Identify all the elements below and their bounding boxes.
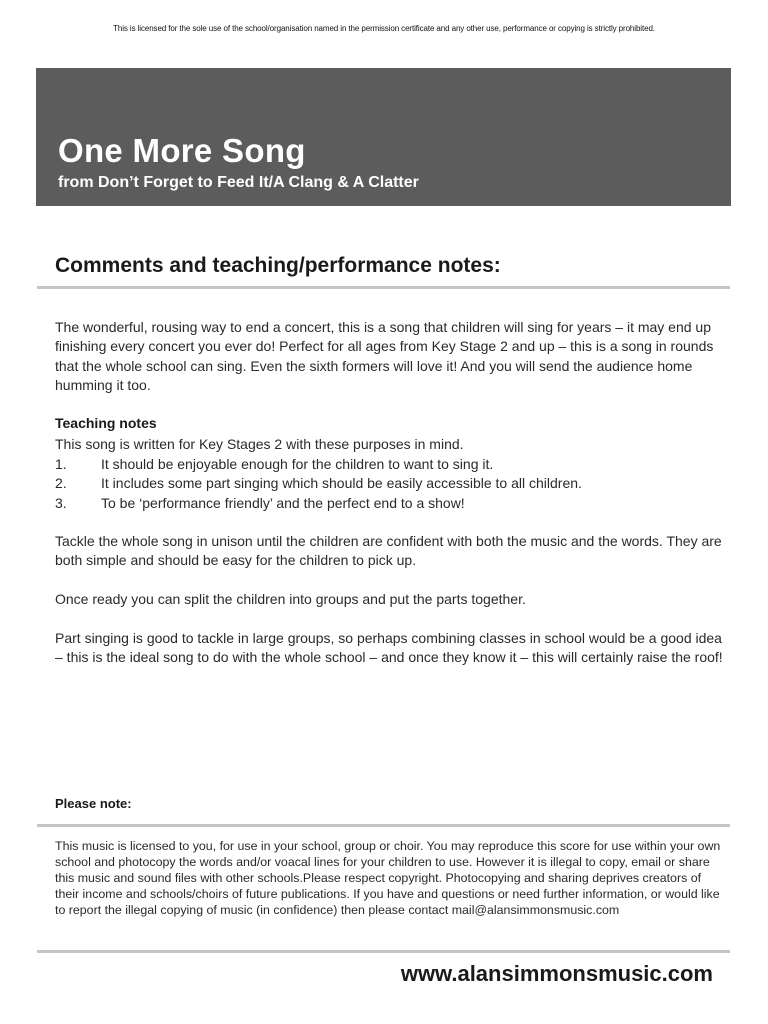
please-note-heading: Please note:: [55, 796, 132, 811]
paragraph-unison: Tackle the whole song in unison until the children are confident with both the music and the words. They are both simple and should be easy for the children to pick up.: [55, 533, 722, 569]
divider: [37, 824, 730, 827]
list-item: [55, 455, 725, 474]
teaching-notes-lead: This song is written for Key Stages 2 with these purposes in mind.: [55, 436, 464, 452]
website-link[interactable]: www.alansimmonsmusic.com: [400, 961, 713, 986]
list-item-text: To be ‘performance friendly’ and the perfect end to a show!: [101, 494, 465, 511]
intro-paragraph: The wonderful, rousing way to end a concert, this is a song that children will sing for years – it may end up finishing every concert you ever do! Perfect for all ages from Key Stage 2 and up – this is a song in rounds that the whole school can sing. Even the sixth formers will love it! And you will send the audience home humming it too.: [55, 319, 714, 393]
list-item-number: 2.: [55, 475, 67, 492]
list-item-text: It includes some part singing which should be easily accessible to all children.: [101, 475, 582, 492]
song-title: One More Song: [58, 132, 306, 169]
teaching-notes-heading: Teaching notes: [55, 415, 157, 431]
list-item-number: 3.: [55, 494, 67, 511]
paragraph-groups: Once ready you can split the children into groups and put the parts together.: [55, 591, 526, 607]
title-banner: [36, 68, 731, 206]
section-heading: Comments and teaching/performance notes:: [55, 254, 501, 277]
license-notice: This is licensed for the sole use of the school/organisation named in the permission certificate and any other use, performance or copying is strictly prohibited.: [113, 24, 655, 33]
list-item: [55, 474, 725, 493]
license-text: This music is licensed to you, for use in your school, group or choir. You may reproduce this score for use within your own school and photocopy the words and/or voacal lines for your children to use. However it is illegal to copy, email or share this music and sound files with other schools.Please respect copyright. Photocopying and sharing deprives creators of their income and schools/choirs of future publications. If you have and questions or need further information, or would like to report the illegal copying of music (in confidence) then please contact mail@alansimmonsmusic.com: [55, 839, 721, 917]
divider: [37, 286, 730, 289]
list-item-number: 1.: [55, 456, 67, 472]
paragraph-part-singing: Part singing is good to tackle in large groups, so perhaps combining classes in school would be a good idea – this is the ideal song to do with the whole school – and once they know it – this will certainly raise the roof!: [55, 630, 723, 666]
divider: [37, 950, 730, 953]
song-subtitle: from Don’t Forget to Feed It/A Clang & A Clatter: [58, 174, 419, 191]
list-item-text: It should be enjoyable enough for the children to want to sing it.: [101, 456, 494, 472]
list-item: [55, 494, 725, 513]
teaching-notes-list: [55, 455, 725, 513]
